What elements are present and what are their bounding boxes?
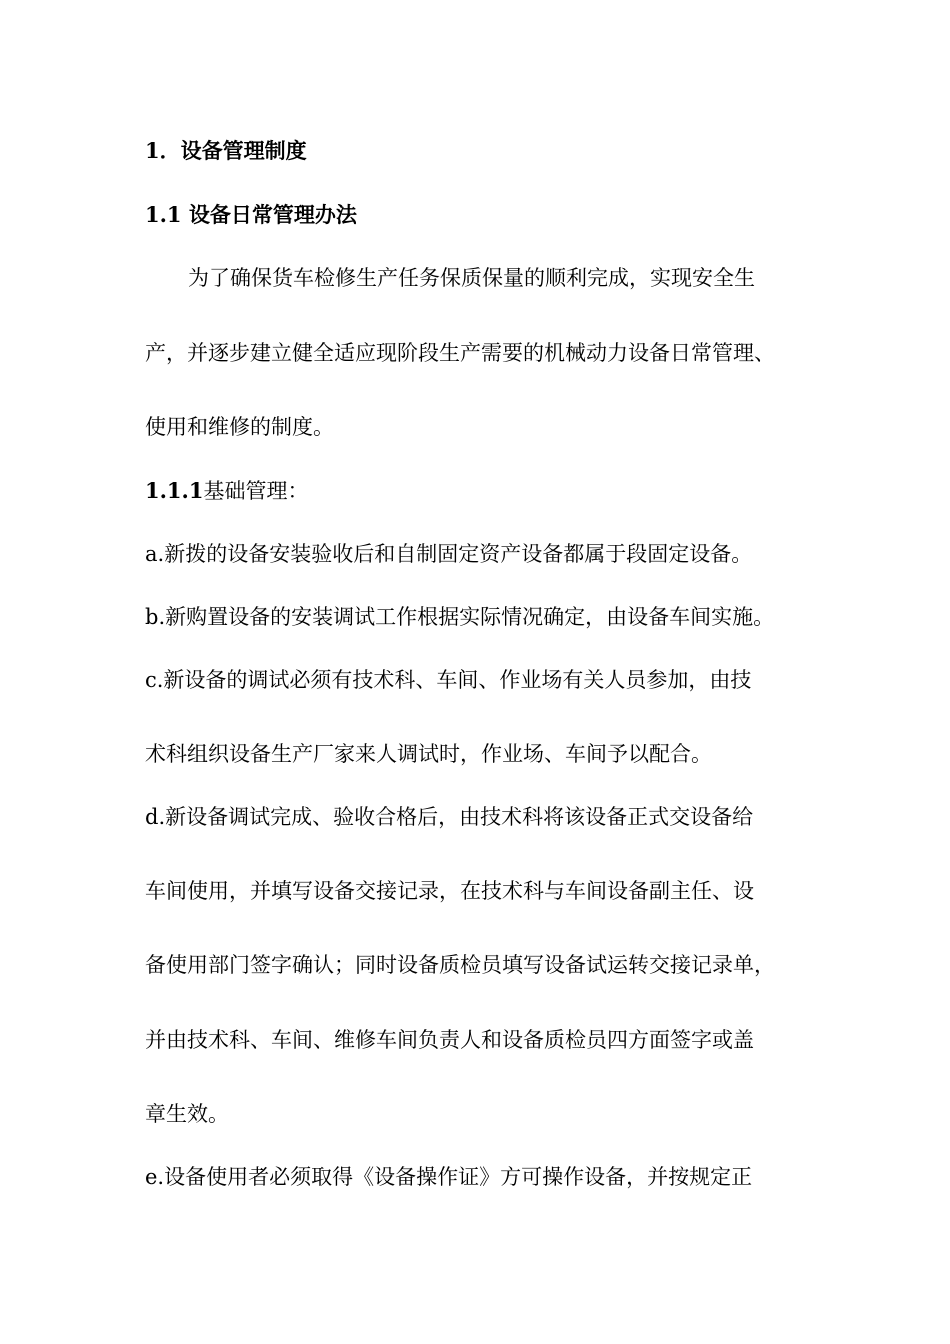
intro-line-3: 使用和维修的制度。 [145,415,334,439]
item-d-line-2: 车间使用，并填写设备交接记录，在技术科与车间设备副主任、设 [145,879,754,903]
section-number: 1.1.1 [145,478,204,503]
item-b-line-1: b.新购置设备的安装调试工作根据实际情况确定，由设备车间实施。 [145,605,775,629]
heading-1-1: 1.1 设备日常管理办法 [145,202,357,227]
intro-line-2: 产，并逐步建立健全适应现阶段生产需要的机械动力设备日常管理、 [145,341,775,365]
item-d-line-1: d.新设备调试完成、验收合格后，由技术科将该设备正式交设备给 [145,805,754,829]
item-a-line-1: a.新拨的设备安装验收后和自制固定资产设备都属于段固定设备。 [145,542,753,566]
section-title: 基础管理： [203,479,309,503]
heading-1: 1．设备管理制度 [145,138,307,163]
item-d-line-5: 章生效。 [145,1102,229,1126]
item-c-line-1: c.新设备的调试必须有技术科、车间、作业场有关人员参加，由技 [145,668,752,692]
intro-line-1: 为了确保货车检修生产任务保质保量的顺利完成，实现安全生 [188,266,755,290]
item-e-line-1: e.设备使用者必须取得《设备操作证》方可操作设备，并按规定正 [145,1165,753,1189]
section-1-1-1-heading [145,477,308,505]
item-d-line-4: 并由技术科、车间、维修车间负责人和设备质检员四方面签字或盖 [145,1028,754,1052]
item-d-line-3: 备使用部门签字确认；同时设备质检员填写设备试运转交接记录单， [145,953,775,977]
item-c-line-2: 术科组织设备生产厂家来人调试时，作业场、车间予以配合。 [145,742,712,766]
